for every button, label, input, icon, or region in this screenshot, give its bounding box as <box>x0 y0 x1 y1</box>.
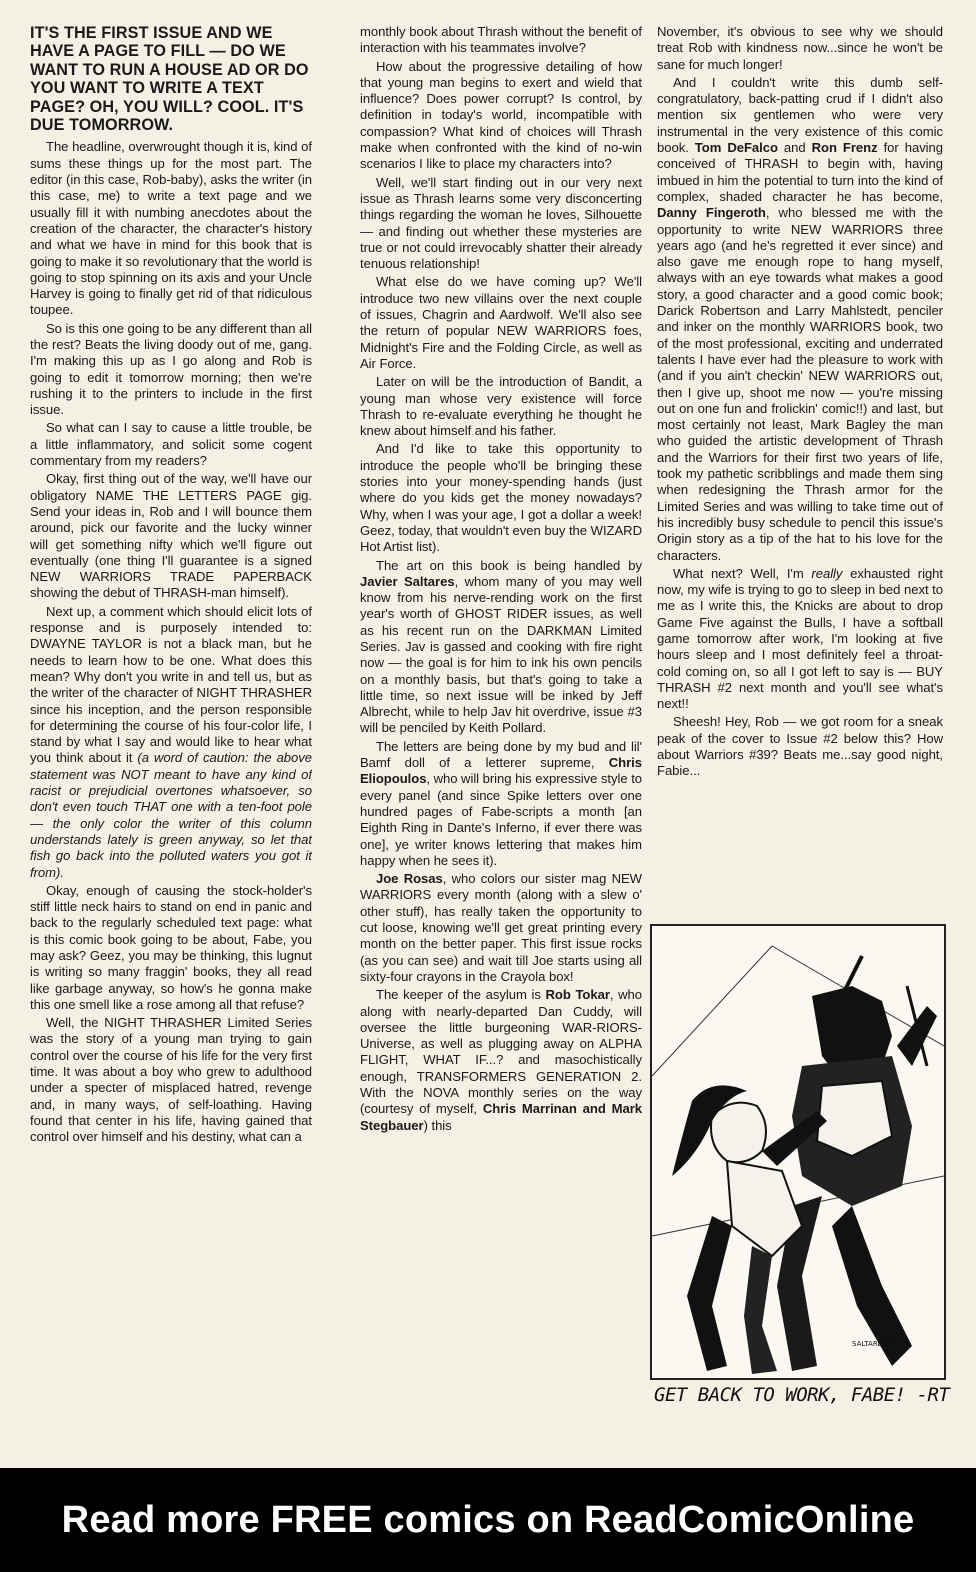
credit-name: Rob Tokar <box>545 987 610 1003</box>
credit-name: Ron Frenz <box>811 140 878 156</box>
paragraph: Okay, first thing out of the way, we'll have our obligatory NAME THE LETTERS PAGE gig. Send your ideas in, Rob and I will bounce them around, pick our favorite and the lucky winner will get something nifty which we'll figure out eventually (one thing I'll guarantee is a signed NEW WARRIORS TRADE PAPERBACK showing the debut of THRASH-man himself). <box>30 471 312 601</box>
credit-name: Chris Marrinan and Mark Stegbauer <box>360 1101 642 1133</box>
paragraph-text: And I couldn't write this dumb self-congratulatory, back-patting crud if I didn't also mention six gentlemen who were very instrumental in the very existence of this comic book. <box>657 74 943 156</box>
paragraph-text: Next up, a comment which should elicit lots of response and is purposely intended to: DWAYNE TAYLOR is not a black man, but he needs to learn how to be one. What does this mean? Why don't you write in and tell us, but as the writer of the character of NIGHT THRASHER since his inception, and the person responsible for determining the course of his four-color life, I stand by what I say and would like to hear what you think about it <box>30 603 312 766</box>
paragraph-text: ) this <box>423 1117 452 1133</box>
cover-art-preview <box>650 924 946 1380</box>
paragraph: November, it's obvious to see why we should treat Rob with kindness now...since he won't be sane for much longer! <box>657 24 943 72</box>
paragraph: Okay, enough of causing the stock-holder's stiff little neck hairs to stand on end in panic and back to the regularly scheduled text page: what is this comic book going to be about, Fabe, you may ask? Geez, you may be thinking, this lugnut is writing so many fraggin' books, they all read like garbage anyway, so how's he gonna make this one smell like a rose among all that refuse? <box>30 882 312 1012</box>
headline: IT'S THE FIRST ISSUE AND WE HAVE A PAGE TO FILL — DO WE WANT TO RUN A HOUSE AD OR DO YOU WANT TO WRITE A TEXT PAGE? OH, YOU WILL? COOL. IT'S DUE TOMORROW. <box>30 24 309 135</box>
credit-name: Danny Fingeroth <box>657 205 766 221</box>
paragraph <box>657 566 943 713</box>
paragraph-text: The letters are being done by my bud and lil' Bamf doll of a letterer supreme, <box>360 738 642 771</box>
paragraph-text: , who blessed me with the opportunity to write NEW WARRIORS three years ago (and he's regretted it ever since) and also gave me enough rope to hang myself, always with an eye towards what makes a good story, a good character and a good comic book; Darick Robertson and Larry Mahlstedt, penciler and inker on the monthly WARRIORS book, two of the most professional, exciting and underrated talents I have ever had the pleasure to work with (and if you ain't checkin' NEW WARRIORS out, then I give up, shoot me now — you're missing out on one fun and frolickin' comic!!) and last, but most certainly not least, Mark Bagley the man who guided the artistic development of Thrash and the Warriors for their first two years of life, took my pathetic scribblings and made them sing when redesigning the Thrash armor for the Limited Series and was willing to take time out of his incredibly busy schedule to pencil this issue's Origin story as a tip of the hat to his love for the characters. <box>657 205 943 563</box>
paragraph: What else do we have coming up? We'll introduce two new villains over the next couple of issues, Chagrin and Aardwolf. We'll also see the return of popular NEW WARRIORS foes, Midnight's Fire and the Folding Circle, as well as Air Force. <box>360 274 642 371</box>
line-art-illustration <box>652 926 944 1378</box>
paragraph-text: , whom many of you may well know from his nerve-rending work on the first year's worth of GHOST RIDER issues, as well as his recent run on the DARKMAN Limited Series. Jav is gassed and cooking with fire right now — the goal is for him to ink his own pencils on a monthly basis, but that's going to take a little time, so next issue will be inked by Jeff Albrecht, while to help Jav hit overdrive, issue #3 will be penciled by Keith Pollard. <box>360 573 642 736</box>
credit-name: Joe Rosas <box>376 871 443 887</box>
paragraph <box>657 75 943 564</box>
paragraph-text: for having conceived of THRASH to begin with, having imbued in him the potential to turn into the kind of complex, shaded character he has become, <box>657 140 943 204</box>
paragraph <box>30 604 312 881</box>
paragraph: monthly book about Thrash without the benefit of interaction with his teammates involve? <box>360 24 642 56</box>
paragraph <box>360 558 642 737</box>
paragraph-text: The art on this book is being handled by <box>376 557 642 573</box>
paragraph: Sheesh! Hey, Rob — we got room for a sneak peak of the cover to Issue #2 below this? How about Warriors #39? Beats me...say good night, Fabie... <box>657 714 943 779</box>
paragraph-text: , who colors our sister mag NEW WARRIORS every month (along with a slew o' other stuff), has really taken the opportunity to cut loose, knowing we'll get great printing every month on the better paper. This first issue rocks (as you can see) and wait till Joe starts using all sixty-four crayons in the Crayola box! <box>360 871 642 984</box>
paragraph-text: What next? Well, I'm <box>673 565 812 581</box>
paragraph: How about the progressive detailing of how that young man begins to exert and wield that influence? Does power corrupt? Is control, by definition in today's world, incompatible with compassion? What kind of choices will Thrash make when confronted with the kind of no-win scenarios I like to place my characters into? <box>360 58 642 172</box>
handwritten-note: GET BACK TO WORK, FABE! -RT <box>654 1384 950 1406</box>
italic-caution: (a word of caution: the above statement was NOT meant to have any kind of racist or prejudicial overtones whatsoever, so don't even touch THAT one with a ten-foot pole — the only color the writer of this column understands lately is green anyway, so let that fish go back into the polluted waters you got it from). <box>30 750 312 880</box>
paragraph-text: and <box>777 140 812 156</box>
paragraph-text: The keeper of the asylum is <box>376 987 546 1003</box>
paragraph-text: , who along with nearly-departed Dan Cuddy, will oversee the little burgeoning WAR-RIORS-Universe, as well as plugging away on ALPHA FLIGHT, WHAT IF...? and masochistically enough, TRANSFORMERS GENERATION 2. With the NOVA monthly series on the way (courtesy of myself, <box>360 987 642 1117</box>
paragraph <box>360 739 642 869</box>
paragraph: The headline, overwrought though it is, kind of sums these things up for the most part. The editor (in this case, Rob-baby), asks the writer (in this case, me) to write a text page and we usually fill it with numbing anecdotes about the creation of the character, the character's history and what we have in mind for this book that is going to make it so revolutionary that the world is going to stop spinning on its axis and your Uncle Harvey is going to finally get rid of that ridiculous toupee. <box>30 139 312 318</box>
paragraph: So is this one going to be any different than all the rest? Beats the living doody out of me, gang. I'm making this up as I go along and Rob is going to edit it tomorrow morning; then we're rushing it to the printers to include in the first issue. <box>30 320 312 418</box>
credit-name: Chris Eliopoulos <box>360 755 642 787</box>
artist-signature: SALTARES 93 <box>852 1340 898 1348</box>
paragraph <box>360 871 642 985</box>
emphasis: really <box>811 565 843 581</box>
paragraph: Well, we'll start finding out in our very next issue as Thrash learns some very disconcerting things regarding the woman he loves, Silhouette — and finding out whether these mysteries are true or not could irrevocably shatter their already tenuous relationship! <box>360 174 642 272</box>
paragraph-text: exhausted right now, my wife is trying to go to sleep in bed next to me as I write this, the Knicks are about to drop Game Five against the Bulls, I have a softball game tomorrow after work, I'm looking at five hours sleep and I most definitely feel a throat-cold coming on, so all I got left to say is — BUY THRASH #2 next month and you'll see what's next!! <box>657 565 943 712</box>
paragraph-text: , who will bring his expressive style to every panel (and since Spike letters over one hundred pages of Fabe-scripts a month [an Eighth Ring in Dante's Inferno, if ever there was one], ye writer knows lettering that makes him happy when he sees it). <box>360 771 642 868</box>
paragraph <box>360 987 642 1134</box>
paragraph: And I'd like to take this opportunity to introduce the people who'll be bringing these stories into your money-spending hands (just where do you kids get the money nowadays? Why, when I was your age, I got a dollar a week! Geez, today, that wouldn't even buy the WIZARD Hot Artist list). <box>360 441 642 555</box>
column-2 <box>360 24 642 1454</box>
credit-name: Tom DeFalco <box>694 140 778 156</box>
column-1 <box>30 24 312 1454</box>
paragraph: So what can I say to cause a little trouble, be a little inflammatory, and solicit some cogent commentary from my readers? <box>30 420 312 469</box>
credit-name: Javier Saltares <box>360 573 455 589</box>
paragraph: Later on will be the introduction of Bandit, a young man whose very existence will force Thrash to re-evaluate everything he thought he knew about himself and his father. <box>360 374 642 439</box>
promo-banner[interactable]: Read more FREE comics on ReadComicOnline <box>0 1468 976 1572</box>
paragraph: Well, the NIGHT THRASHER Limited Series was the story of a young man trying to gain control over the course of his life for the very first time. It was about a boy who grew to adulthood under a specter of misplaced hatred, revenge and, in many ways, of self-loathing. Having found that center in his life, having gained that control over himself and his destiny, what can a <box>30 1015 312 1145</box>
column-3 <box>657 24 943 919</box>
